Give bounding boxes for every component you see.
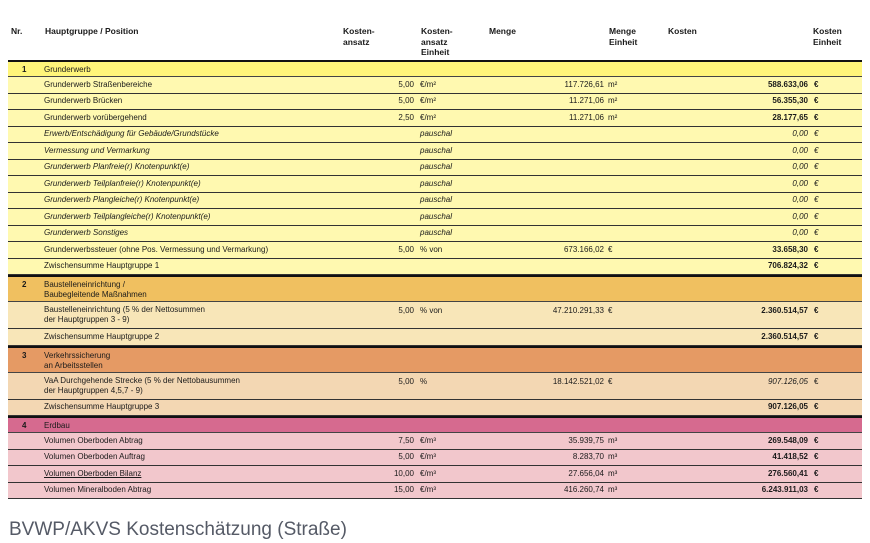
cost-value: 0,00 — [792, 178, 808, 188]
group-header-row — [8, 416, 862, 433]
table-row — [8, 433, 862, 450]
table-row — [8, 373, 862, 400]
group-title-line: an Arbeitsstellen — [44, 360, 103, 370]
cost-unit: € — [814, 306, 819, 315]
position-label-line: Baustelleneinrichtung (5 % der Nettosummen — [44, 305, 205, 314]
position-label — [44, 332, 159, 342]
rate-unit: €/m³ — [420, 468, 436, 478]
rate-unit: pauschal — [420, 211, 453, 221]
rate-value: 5,00 — [398, 376, 414, 386]
cost-unit: € — [814, 145, 819, 155]
rate-unit: pauschal — [420, 145, 453, 155]
position-label — [44, 402, 159, 412]
group-title-line: Baubegleitende Maßnahmen — [44, 290, 147, 299]
quantity-value: 27.656,04 — [568, 468, 604, 478]
cost-value: 0,00 — [792, 211, 808, 221]
group-title-line: Grunderwerb — [44, 65, 91, 74]
rate-value: 7,50 — [398, 435, 414, 445]
position-label-line: Zwischensumme Hauptgruppe 2 — [44, 331, 160, 341]
position-label-line: Grunderwerb Straßenbereiche — [44, 79, 153, 89]
quantity-value: 47.210.291,33 — [552, 306, 604, 315]
table-row — [8, 209, 862, 226]
table-row — [8, 94, 862, 111]
position-label — [44, 376, 240, 396]
group-number: 4 — [22, 421, 27, 430]
cost-value: 269.548,09 — [767, 435, 808, 445]
rate-unit: pauschal — [420, 228, 453, 238]
table-row — [8, 450, 862, 467]
quantity-value: 416.260,74 — [563, 485, 604, 495]
cost-unit: € — [814, 112, 819, 122]
cost-unit: € — [814, 211, 819, 221]
position-label — [44, 195, 199, 205]
group-number: 3 — [22, 350, 27, 360]
position-label-line: Volumen Oberboden Auftrag — [44, 452, 145, 462]
position-label — [44, 485, 151, 495]
group-title — [44, 351, 110, 371]
group-number: 2 — [22, 280, 27, 289]
group-header-row — [8, 275, 862, 302]
column-header-cost-unit — [813, 26, 842, 47]
header-cost-label: Kosten — [668, 26, 697, 36]
rate-value: 5,00 — [398, 79, 414, 89]
subtotal-row — [8, 329, 862, 346]
rate-unit: pauschal — [420, 162, 453, 172]
position-label-line: Volumen Oberboden Bilanz — [44, 468, 142, 478]
cost-unit: € — [814, 96, 819, 106]
rate-value: 10,00 — [393, 468, 414, 478]
header-group-label: Hauptgruppe / Position — [45, 26, 139, 36]
group-title-line: Verkehrssicherung — [44, 350, 111, 360]
quantity-value: 673.166,02 — [563, 244, 604, 254]
header-qty-unit-line: Einheit — [609, 36, 638, 47]
position-label — [44, 469, 141, 479]
cost-unit: € — [814, 435, 819, 445]
column-header-group — [45, 26, 139, 37]
cost-table — [8, 60, 862, 499]
cost-unit: € — [814, 79, 819, 89]
position-label-line: VaA Durchgehende Strecke (5 % der Nettobausummen — [44, 375, 240, 385]
rate-unit: €/m² — [420, 112, 436, 122]
rate-unit: €/m² — [420, 79, 436, 89]
column-header-nr — [11, 26, 22, 37]
position-label — [44, 305, 205, 325]
position-label — [44, 179, 201, 189]
quantity-unit: € — [608, 244, 613, 254]
column-header-cost — [668, 26, 697, 37]
rate-value: 5,00 — [398, 244, 414, 254]
cost-unit: € — [814, 331, 819, 341]
quantity-unit: € — [608, 376, 613, 386]
cost-value: 0,00 — [792, 145, 808, 155]
position-label-line: Grunderwerb Sonstiges — [44, 228, 129, 238]
group-title — [44, 280, 147, 300]
cost-value: 41.418,52 — [772, 452, 808, 462]
quantity-unit: m³ — [608, 468, 618, 478]
rate-unit: €/m³ — [420, 485, 436, 495]
rate-value: 5,00 — [398, 452, 414, 462]
position-label-line: Grunderwerb Teilplanfreie(r) Knotenpunkt(e) — [44, 178, 201, 188]
position-label-line: Volumen Mineralboden Abtrag — [44, 485, 152, 495]
column-header-rate — [343, 26, 375, 47]
rate-unit: % von — [420, 306, 443, 315]
cost-unit: € — [814, 129, 819, 139]
table-row — [8, 226, 862, 243]
position-label — [44, 245, 268, 255]
position-label — [44, 261, 159, 271]
cost-unit: € — [814, 178, 819, 188]
cost-unit: € — [814, 244, 819, 254]
quantity-unit: m³ — [608, 452, 618, 462]
rate-unit: pauschal — [420, 129, 453, 139]
header-rate-unit-line: ansatz — [421, 36, 448, 47]
cost-unit: € — [814, 468, 819, 478]
position-label-line: Zwischensumme Hauptgruppe 3 — [44, 402, 160, 412]
quantity-value: 35.939,75 — [568, 435, 604, 445]
subtotal-row — [8, 259, 862, 276]
table-row — [8, 77, 862, 94]
cost-value: 276.560,41 — [767, 468, 808, 478]
cost-unit: € — [814, 162, 819, 172]
group-number: 1 — [22, 65, 27, 74]
position-label — [44, 452, 145, 462]
cost-value: 588.633,06 — [767, 79, 808, 89]
rate-value: 15,00 — [393, 485, 414, 495]
table-row — [8, 466, 862, 483]
cost-unit: € — [814, 376, 819, 386]
cost-value: 2.360.514,57 — [761, 306, 808, 315]
group-header-row — [8, 346, 862, 373]
table-row — [8, 176, 862, 193]
cost-unit: € — [814, 485, 819, 495]
position-label — [44, 129, 219, 139]
cost-value: 0,00 — [792, 129, 808, 139]
cost-value: 706.824,32 — [767, 261, 808, 271]
cost-unit: € — [814, 402, 819, 412]
quantity-unit: m² — [608, 96, 618, 106]
position-label-line: Grunderwerb Planfreie(r) Knotenpunkt(e) — [44, 162, 190, 172]
subtotal-row — [8, 400, 862, 417]
cost-unit: € — [814, 195, 819, 205]
quantity-unit: € — [608, 306, 613, 315]
rate-value: 2,50 — [398, 112, 414, 122]
position-label — [44, 162, 189, 172]
quantity-value: 117.726,61 — [564, 79, 604, 89]
position-label — [44, 113, 147, 123]
cost-unit: € — [814, 261, 819, 271]
position-label — [44, 96, 122, 106]
header-qty-label: Menge — [489, 26, 516, 36]
quantity-value: 11.271,06 — [569, 96, 604, 106]
group-title-line: Baustelleneinrichtung / — [44, 280, 125, 289]
column-header-qty-unit — [609, 26, 637, 47]
quantity-unit: m² — [608, 79, 618, 89]
cost-unit: € — [814, 452, 819, 462]
position-label-line: Volumen Oberboden Abtrag — [44, 435, 143, 445]
cost-value: 0,00 — [792, 228, 808, 238]
position-label-line: Vermessung und Vermarkung — [44, 145, 150, 155]
rate-unit: pauschal — [420, 178, 453, 188]
table-row — [8, 483, 862, 500]
header-qty-unit-line: Menge — [609, 26, 636, 36]
column-header-rate-unit — [421, 26, 453, 58]
header-cost-unit-line: Einheit — [813, 36, 842, 47]
cost-value: 28.177,65 — [772, 112, 808, 122]
rate-unit: €/m³ — [420, 452, 436, 462]
group-title — [44, 65, 91, 75]
position-label — [44, 80, 152, 90]
cost-value: 0,00 — [792, 195, 808, 205]
header-rate-unit-line: Kosten- — [421, 26, 453, 36]
rate-value: 5,00 — [398, 96, 414, 106]
quantity-unit: m³ — [608, 485, 618, 495]
rate-value: 5,00 — [398, 306, 414, 315]
position-label-line: Grunderwerb Brücken — [44, 96, 123, 106]
cost-value: 907.126,05 — [767, 402, 808, 412]
group-header-row — [8, 60, 862, 77]
table-row — [8, 302, 862, 329]
quantity-value: 11.271,06 — [569, 112, 604, 122]
position-label-line: Erwerb/Entschädigung für Gebäude/Grundstücke — [44, 129, 219, 139]
cost-unit: € — [814, 228, 819, 238]
position-label — [44, 212, 210, 222]
position-label-line: Zwischensumme Hauptgruppe 1 — [44, 261, 160, 271]
page-caption: BVWP/AKVS Kostenschätzung (Straße) — [9, 519, 347, 540]
rate-unit: pauschal — [420, 195, 453, 205]
header-cost-unit-line: Kosten — [813, 26, 842, 36]
position-label-line: Grunderwerbssteuer (ohne Pos. Vermessung und Vermarkung) — [44, 244, 269, 254]
rate-unit: % von — [420, 244, 443, 254]
cost-value: 907.126,05 — [767, 376, 808, 386]
header-rate-line: ansatz — [343, 36, 370, 47]
position-label — [44, 228, 128, 238]
rate-unit: €/m³ — [420, 435, 436, 445]
position-label — [44, 146, 150, 156]
position-label-line: Grunderwerb Plangleiche(r) Knotenpunkt(e) — [44, 195, 200, 205]
header-rate-unit-line: Einheit — [421, 47, 450, 57]
position-label-line: Grunderwerb Teilplangleiche(r) Knotenpunkt(e) — [44, 211, 211, 221]
header-rate-line: Kosten- — [343, 26, 375, 36]
cost-value: 56.355,30 — [772, 96, 808, 106]
cost-value: 0,00 — [792, 162, 808, 172]
column-header-qty — [489, 26, 516, 37]
table-row — [8, 110, 862, 127]
header-nr-label: Nr. — [11, 26, 23, 36]
table-row — [8, 143, 862, 160]
quantity-unit: m³ — [608, 435, 618, 445]
table-row — [8, 127, 862, 144]
position-label — [44, 436, 143, 446]
rate-unit: €/m² — [420, 96, 436, 106]
table-row — [8, 160, 862, 177]
cost-value: 33.658,30 — [772, 244, 808, 254]
table-row — [8, 193, 862, 210]
quantity-unit: m² — [608, 112, 618, 122]
position-label-line: Grunderwerb vorübergehend — [44, 112, 147, 122]
cost-value: 6.243.911,03 — [761, 485, 808, 495]
group-title-line: Erdbau — [44, 421, 70, 430]
group-title — [44, 421, 70, 431]
position-label-line: der Hauptgruppen 4,5,7 - 9) — [44, 385, 143, 395]
rate-unit: % — [420, 376, 428, 386]
quantity-value: 8.283,70 — [572, 452, 604, 462]
cost-value: 2.360.514,57 — [761, 331, 808, 341]
quantity-value: 18.142.521,02 — [552, 376, 604, 386]
table-row — [8, 242, 862, 259]
position-label-line: der Hauptgruppen 3 - 9) — [44, 315, 130, 324]
